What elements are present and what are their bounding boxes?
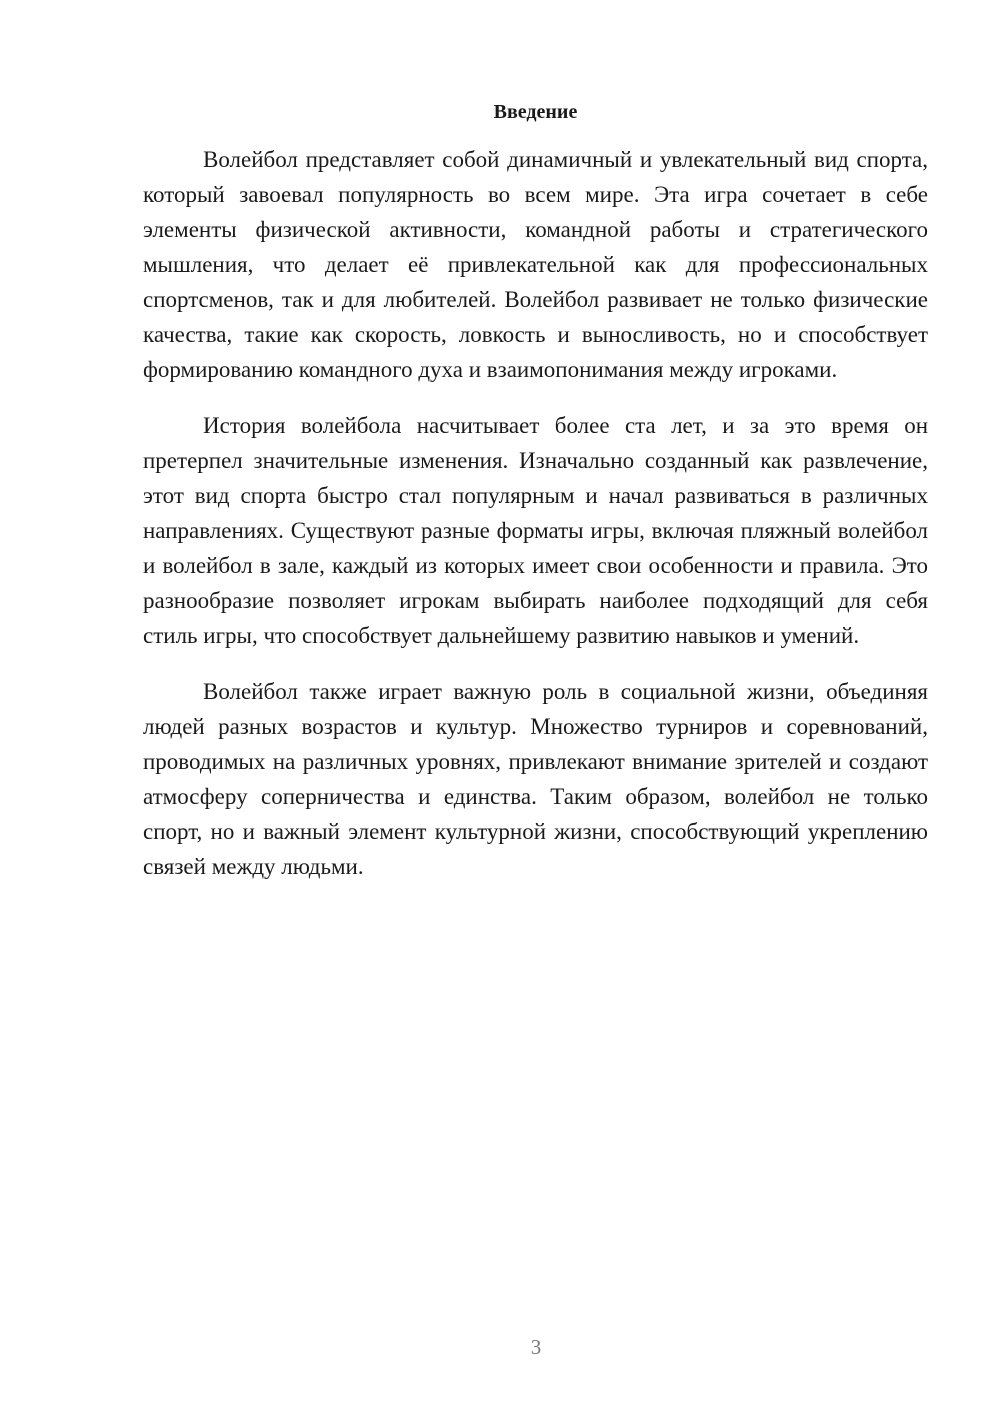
page-number: 3	[530, 1335, 542, 1359]
paragraph-1: Волейбол представляет собой динамичный и увлекательный вид спорта, который завоевал популярность во всем мире. Эта игра сочетает в себе элементы физической активности, командной работы и стратегического мышления, что делает её привлекательной как для профессиональных спортсменов, так и для любителей. Волейбол развивает не только физические качества, такие как скорость, ловкость и выносливость, но и способствует формированию командного духа и взаимопонимания между игроками.	[143, 147, 928, 382]
paragraph-2: История волейбола насчитывает более ста лет, и за это время он претерпел значительные изменения. Изначально созданный как развлечение, этот вид спорта быстро стал популярным и начал развиваться в различных направлениях. Существуют разные форматы игры, включая пляжный волейбол и волейбол в зале, каждый из которых имеет свои особенности и правила. Это разнообразие позволяет игрокам выбирать наиболее подходящий для себя стиль игры, что способствует дальнейшему развитию навыков и умений.	[143, 413, 928, 648]
paragraph-3: Волейбол также играет важную роль в социальной жизни, объединяя людей разных возрастов и культур. Множество турниров и соревнований, проводимых на различных уровнях, привлекают внимание зрителей и создают атмосферу соперничества и единства. Таким образом, волейбол не только спорт, но и важный элемент культурной жизни, способствующий укреплению связей между людьми.	[143, 679, 928, 879]
section-title: Введение	[493, 101, 578, 123]
page-content	[143, 96, 928, 884]
